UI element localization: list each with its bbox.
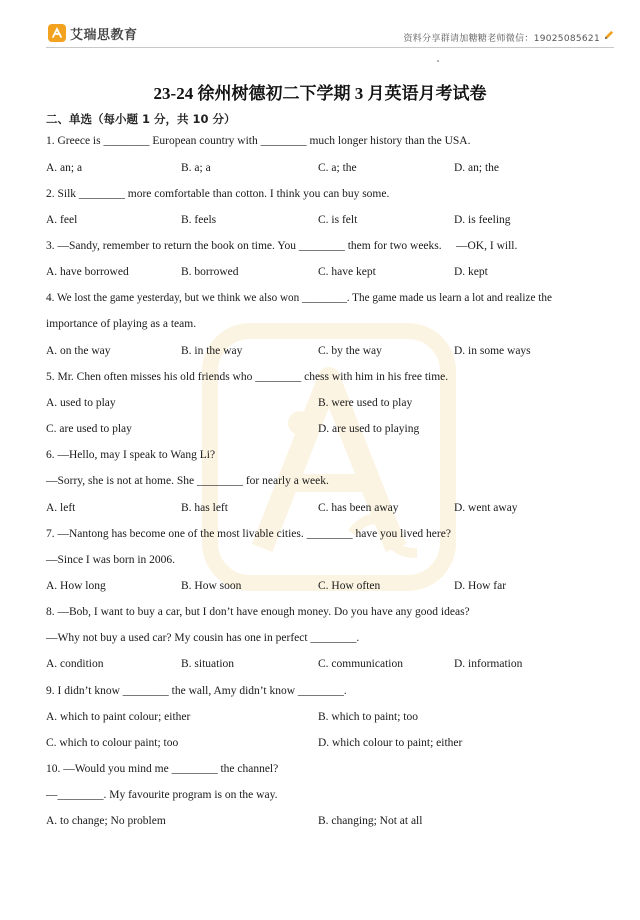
question-10-stem: 10. —Would you mind me ________ the channel? — [46, 763, 279, 775]
brand-logo — [48, 22, 138, 44]
pencil-icon — [603, 30, 614, 44]
question-10-option-a: A. to change; No problem — [46, 815, 166, 827]
question-10-option-b: B. changing; Not at all — [318, 815, 423, 827]
question-3-option-b: B. borrowed — [181, 266, 239, 278]
question-8-stem: 8. —Bob, I want to buy a car, but I don’t have enough money. Do you have any good ideas? — [46, 606, 470, 618]
watermark-logo-icon — [202, 323, 456, 591]
question-4-option-d: D. in some ways — [454, 345, 531, 357]
question-4-option-a: A. on the way — [46, 345, 111, 357]
contact-text: 资料分享群请加糖糖老师微信：19025085621 — [403, 33, 600, 44]
question-7-stem: 7. —Nantong has become one of the most livable cities. ________ have you lived here? — [46, 528, 451, 540]
question-3-option-c: C. have kept — [318, 266, 376, 278]
question-9-stem: 9. I didn’t know ________ the wall, Amy didn’t know ________. — [46, 685, 347, 697]
question-5-option-a: A. used to play — [46, 397, 116, 409]
question-8-option-d: D. information — [454, 658, 523, 670]
question-5-option-c: C. are used to play — [46, 423, 132, 435]
question-5-stem: 5. Mr. Chen often misses his old friends who ________ chess with him in his free time. — [46, 371, 449, 383]
question-1-option-d: D. an; the — [454, 162, 500, 174]
question-3-stem: 3. —Sandy, remember to return the book on time. You ________ them for two weeks. —OK, I will. — [46, 240, 518, 252]
question-2-stem: 2. Silk ________ more comfortable than cotton. I think you can buy some. — [46, 188, 390, 200]
exam-title: 23-24 徐州树德初二下学期 3 月英语月考试卷 — [153, 84, 487, 103]
question-8-stem-continued: —Why not buy a used car? My cousin has one in perfect ________. — [46, 632, 360, 644]
question-8-option-b: B. situation — [181, 658, 235, 670]
page-header — [0, 0, 640, 48]
question-1-option-b: B. a; a — [181, 162, 211, 174]
contact-info — [404, 30, 615, 44]
question-7-stem-continued: —Since I was born in 2006. — [46, 554, 176, 566]
question-3-option-d: D. kept — [454, 266, 488, 278]
question-3-option-a: A. have borrowed — [46, 266, 129, 278]
question-4-option-c: C. by the way — [318, 345, 382, 357]
question-9-option-c: C. which to colour paint; too — [46, 737, 179, 749]
question-2-option-c: C. is felt — [318, 214, 358, 226]
question-2-option-b: B. feels — [181, 214, 217, 226]
question-8-option-a: A. condition — [46, 658, 104, 670]
question-6-option-d: D. went away — [454, 502, 518, 514]
brand-mark-icon — [48, 24, 66, 42]
question-8-option-c: C. communication — [318, 658, 403, 670]
question-7-option-b: B. How soon — [181, 580, 242, 592]
question-10-stem-continued: —________. My favourite program is on the way. — [46, 789, 278, 801]
header-divider — [46, 47, 614, 48]
question-5-option-b: B. were used to play — [318, 397, 413, 409]
question-6-option-c: C. has been away — [318, 502, 399, 514]
question-9-option-b: B. which to paint; too — [318, 711, 418, 723]
question-4-option-b: B. in the way — [181, 345, 243, 357]
question-6-stem: 6. —Hello, may I speak to Wang Li? — [46, 449, 216, 461]
question-1-stem: 1. Greece is ________ European country with ________ much longer history than the USA. — [46, 135, 471, 147]
question-2-option-a: A. feel — [46, 214, 78, 226]
question-7-option-a: A. How long — [46, 580, 106, 592]
brand-name: 艾瑞思教育 — [70, 27, 138, 43]
question-7-option-d: D. How far — [454, 580, 507, 592]
question-4-stem-continued: importance of playing as a team. — [46, 318, 197, 330]
question-9-option-d: D. which colour to paint; either — [318, 737, 463, 749]
question-1-option-a: A. an; a — [46, 162, 83, 174]
question-6-option-b: B. has left — [181, 502, 228, 514]
question-7-option-c: C. How often — [318, 580, 381, 592]
question-6-stem-continued: —Sorry, she is not at home. She ________ for nearly a week. — [46, 475, 329, 487]
question-4-stem: 4. We lost the game yesterday, but we think we also won ________. The game made us learn a lot and realize the — [46, 292, 552, 304]
question-1-option-c: C. a; the — [318, 162, 357, 174]
question-2-option-d: D. is feeling — [454, 214, 511, 226]
section-heading: 二、单选（每小题 1 分，共 10 分） — [46, 112, 236, 126]
question-6-option-a: A. left — [46, 502, 76, 514]
stray-dot — [437, 60, 439, 62]
question-5-option-d: D. are used to playing — [318, 423, 420, 435]
question-9-option-a: A. which to paint colour; either — [46, 711, 191, 723]
